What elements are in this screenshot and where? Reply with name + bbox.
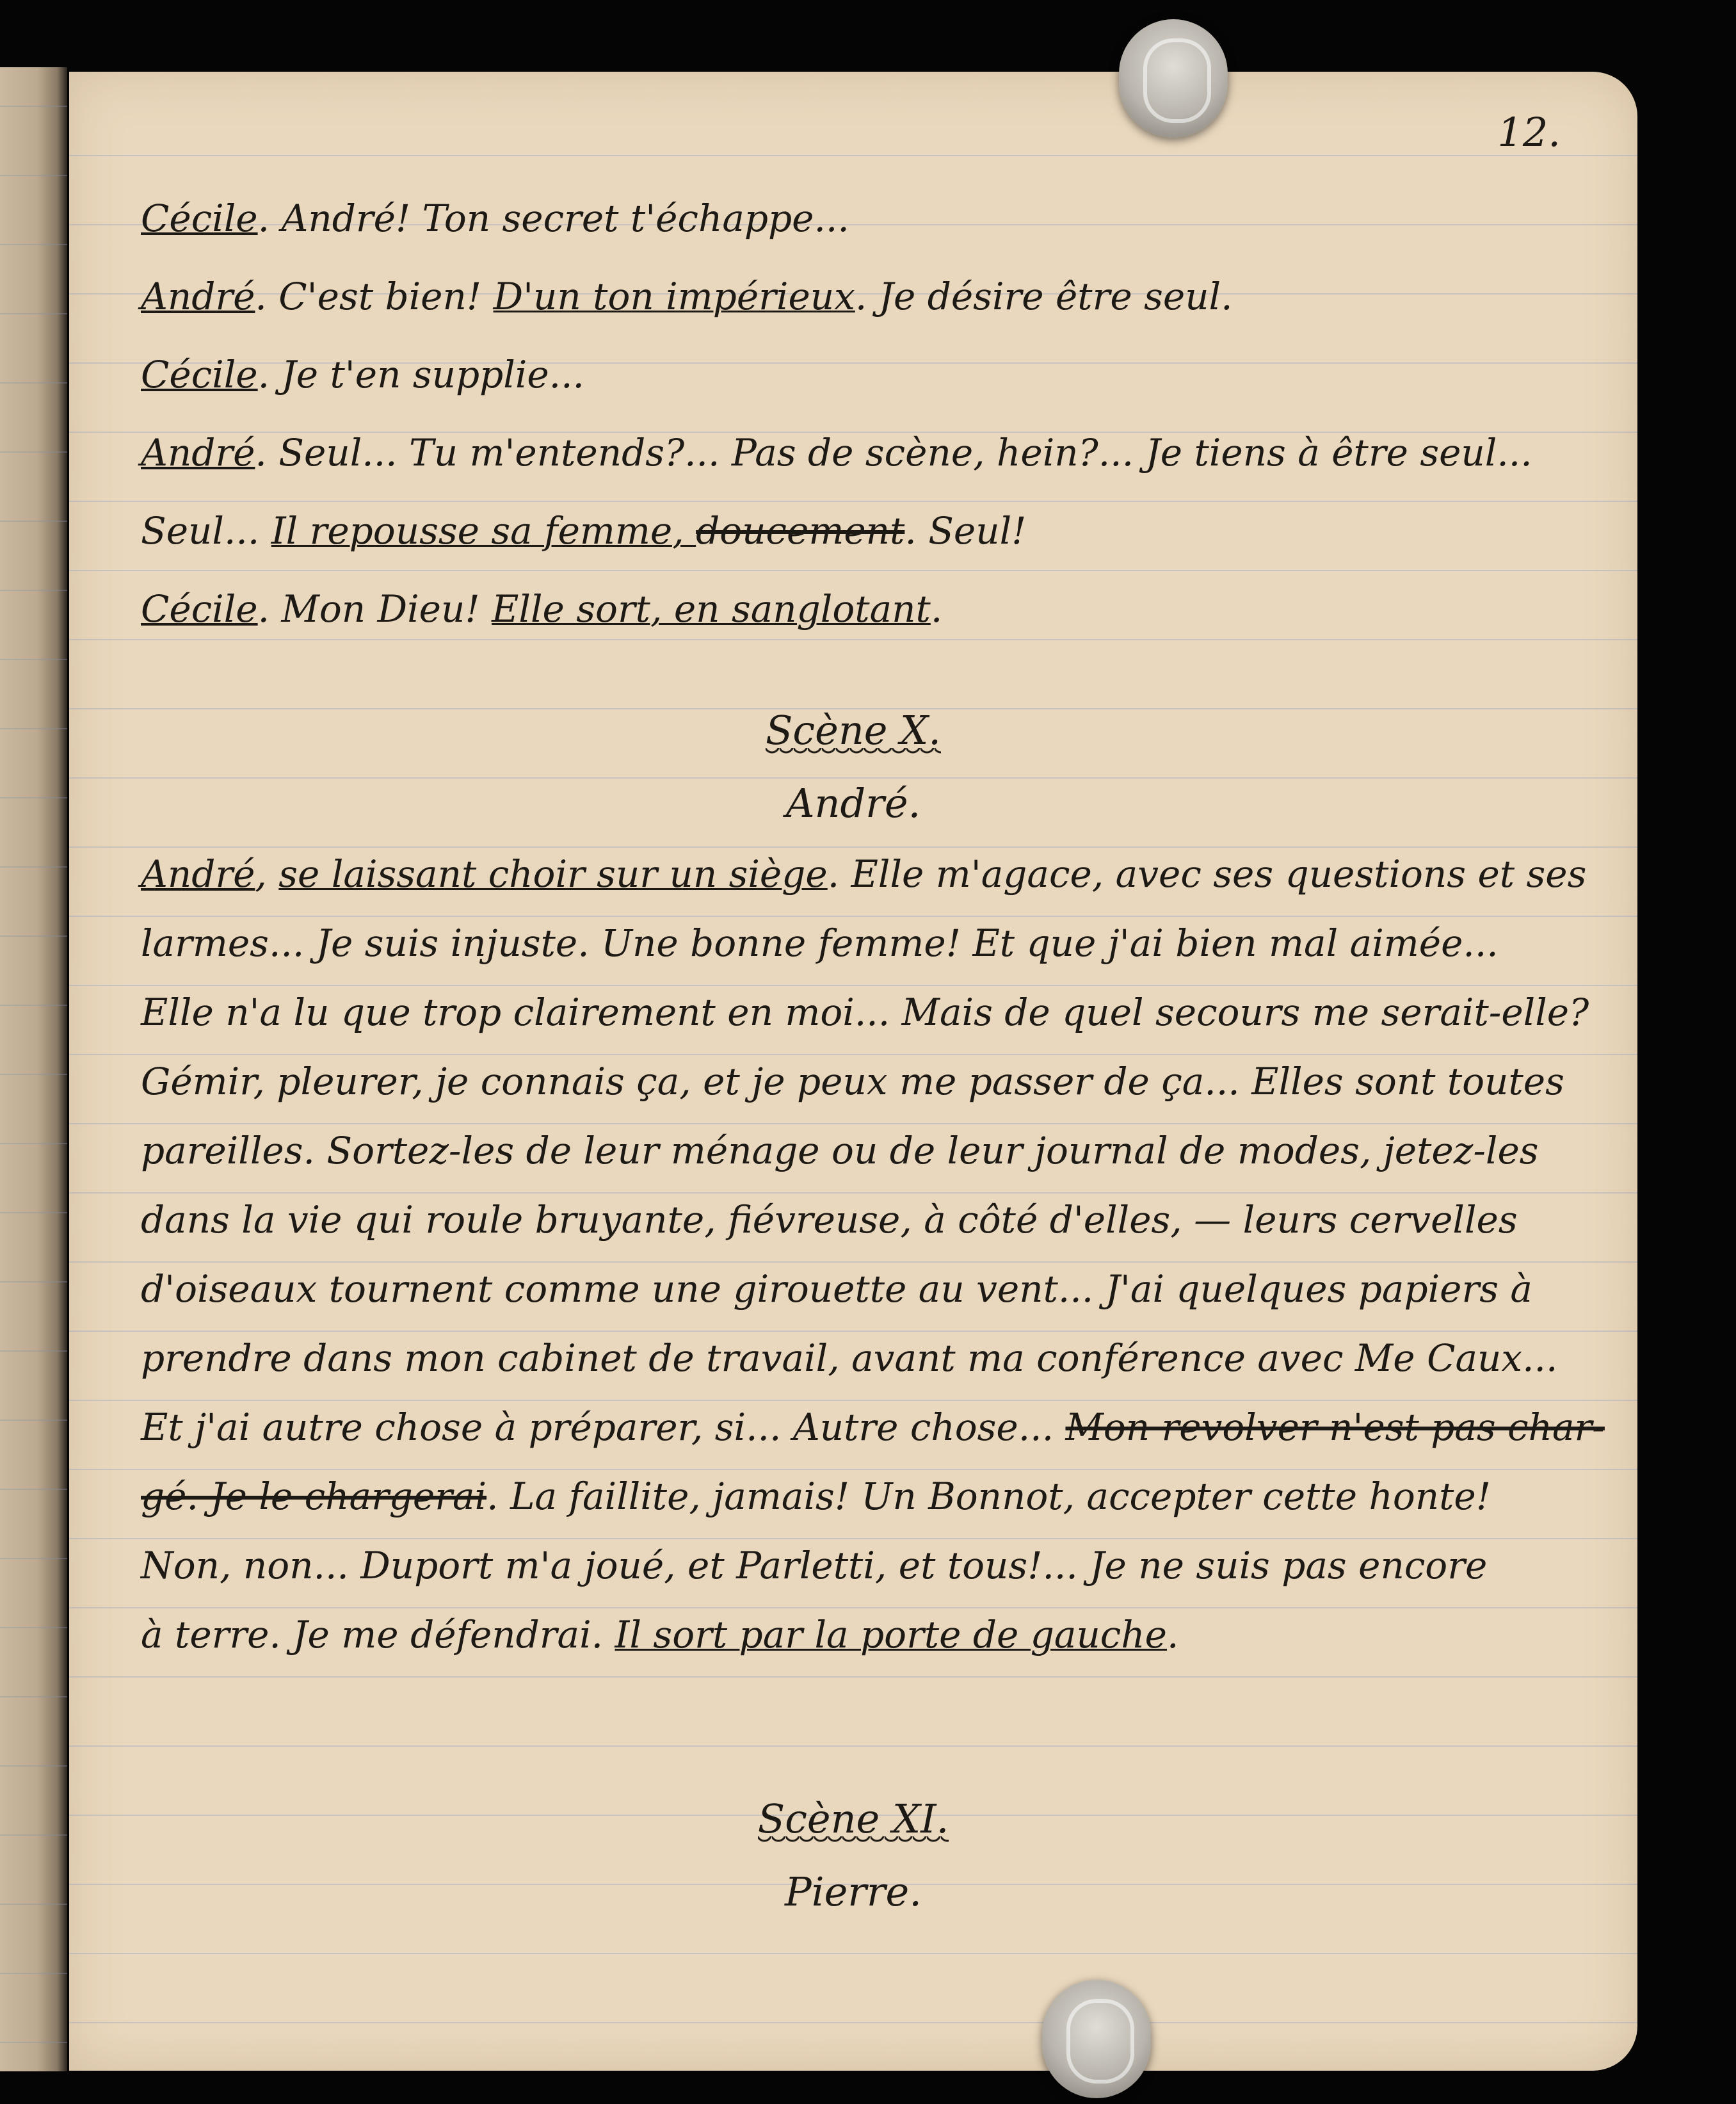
scene-xi-title: Scène XI. xyxy=(758,1799,949,1845)
previous-page-ruling xyxy=(0,244,67,245)
speech-text: Seul... Tu m'entends?... Pas de scène, hein?... Je tiens à être seul... xyxy=(278,431,1532,474)
ruling-line xyxy=(69,1261,1637,1263)
monologue-line xyxy=(141,921,1613,965)
previous-page-ruling xyxy=(0,382,67,384)
scene-x-character: André. xyxy=(785,780,921,827)
previous-page-ruling xyxy=(0,1350,67,1352)
struck-text: Mon revolver n'est pas char- xyxy=(1065,1405,1605,1449)
speaker-separator: . xyxy=(257,353,282,396)
previous-page-ruling xyxy=(0,728,67,729)
speech-text: Je t'en supplie... xyxy=(281,353,584,396)
speech-text: Mon Dieu! xyxy=(281,587,492,631)
previous-page-ruling xyxy=(0,1834,67,1836)
speech-text: . Elle m'agace, avec ses questions et ses xyxy=(827,852,1587,896)
previous-page-ruling xyxy=(0,1005,67,1006)
stage-direction: Elle sort, en sanglotant xyxy=(492,587,931,631)
ruling-line xyxy=(69,1953,1637,1954)
previous-page-ruling xyxy=(0,1558,67,1559)
speech-text: dans la vie qui roule bruyante, fiévreuse, à côté d'elles, — leurs cervelles xyxy=(141,1198,1518,1242)
monologue-line xyxy=(141,991,1613,1034)
monologue-line xyxy=(141,1613,1613,1656)
scene-xi-character: Pierre. xyxy=(785,1868,922,1915)
page-number: 12. xyxy=(1497,109,1561,156)
dialogue-line xyxy=(141,587,1613,631)
speech-text: à terre. Je me défendrai. xyxy=(141,1613,615,1656)
speech-text: Et j'ai autre chose à préparer, si... Autre chose... xyxy=(141,1405,1066,1449)
monologue-line xyxy=(141,1544,1613,1587)
previous-page-ruling xyxy=(0,935,67,937)
dialogue-line xyxy=(141,197,1613,240)
speaker-name: André xyxy=(141,431,255,474)
ruling-line xyxy=(69,501,1637,502)
previous-page-ruling xyxy=(0,1627,67,1628)
speech-text: André! Ton secret t'échappe... xyxy=(281,197,849,240)
speech-text: . Je désire être seul. xyxy=(855,275,1233,318)
previous-page-ruling xyxy=(0,313,67,314)
ruling-line xyxy=(69,155,1637,156)
ruling-line xyxy=(69,1676,1637,1678)
previous-page-ruling xyxy=(0,866,67,868)
ruling-line xyxy=(69,777,1637,779)
ruling-line xyxy=(69,985,1637,986)
speaker-name: Cécile xyxy=(141,353,258,396)
stage-direction: D'un ton impérieux xyxy=(493,275,855,318)
previous-page-ruling xyxy=(0,521,67,522)
binder-clip-top xyxy=(1119,19,1228,138)
speech-text: Seul... xyxy=(141,509,271,553)
speech-text: . xyxy=(1166,1613,1179,1656)
monologue-line xyxy=(141,852,1613,896)
previous-page-ruling xyxy=(0,1212,67,1213)
struck-text: gé. Je le chargerai xyxy=(141,1475,487,1518)
ruling-line xyxy=(69,2022,1637,2023)
previous-page-ruling xyxy=(0,1143,67,1144)
speech-text: Gémir, pleurer, je connais ça, et je peux me passer de ça... Elles sont toutes xyxy=(141,1060,1564,1103)
previous-page-ruling xyxy=(0,1765,67,1767)
previous-page-ruling xyxy=(0,175,67,176)
struck-text: doucement xyxy=(696,509,905,553)
speech-text: . xyxy=(930,587,943,631)
ruling-line xyxy=(69,1400,1637,1401)
speaker-separator: . xyxy=(255,431,279,474)
previous-page-ruling xyxy=(0,590,67,591)
previous-page-ruling xyxy=(0,1904,67,1905)
ruling-line xyxy=(69,1054,1637,1055)
previous-page-ruling xyxy=(0,2042,67,2043)
previous-page-ruling xyxy=(0,1420,67,1421)
dialogue-line xyxy=(141,275,1613,318)
previous-page-ruling xyxy=(0,1489,67,1490)
notebook-page xyxy=(69,72,1637,2071)
ruling-line xyxy=(69,1192,1637,1194)
speech-text: . Seul! xyxy=(904,509,1027,553)
dialogue-line xyxy=(141,431,1613,474)
speaker-separator: . xyxy=(257,587,282,631)
previous-page-ruling xyxy=(0,1281,67,1283)
ruling-line xyxy=(69,1331,1637,1332)
monologue-line xyxy=(141,1405,1613,1449)
previous-page-ruling xyxy=(0,451,67,453)
dialogue-line xyxy=(141,509,1613,553)
ruling-line xyxy=(69,570,1637,571)
stage-direction: Il sort par la porte de gauche xyxy=(615,1613,1167,1656)
speech-text: Non, non... Duport m'a joué, et Parletti, et tous!... Je ne suis pas encore xyxy=(141,1544,1488,1587)
monologue-line xyxy=(141,1475,1613,1518)
binder-clip-bottom xyxy=(1042,1980,1151,2098)
speech-text: C'est bien! xyxy=(278,275,494,318)
monologue-line xyxy=(141,1129,1613,1172)
previous-page-ruling xyxy=(0,797,67,798)
monologue-line xyxy=(141,1198,1613,1242)
previous-page-ruling xyxy=(0,659,67,660)
monologue-line xyxy=(141,1267,1613,1311)
stage-direction: Il repousse sa femme, xyxy=(271,509,696,553)
speech-text: larmes... Je suis injuste. Une bonne femme! Et que j'ai bien mal aimée... xyxy=(141,921,1499,965)
ruling-line xyxy=(69,1123,1637,1124)
speaker-separator: . xyxy=(257,197,282,240)
previous-page-ruling xyxy=(0,1973,67,1974)
scene-x-heading xyxy=(69,707,1637,757)
speech-text: d'oiseaux tournent comme une girouette au vent... J'ai quelques papiers à xyxy=(141,1267,1533,1311)
speaker-name: Cécile xyxy=(141,587,258,631)
monologue-line xyxy=(141,1336,1613,1380)
speech-text: . La faillite, jamais! Un Bonnot, accepter cette honte! xyxy=(486,1475,1491,1518)
previous-page-ruling xyxy=(0,1074,67,1075)
speech-text: pareilles. Sortez-les de leur ménage ou de leur journal de modes, jetez-les xyxy=(141,1129,1539,1172)
stage-direction: se laissant choir sur un siège xyxy=(278,852,828,896)
scene-xi-heading xyxy=(69,1795,1637,1845)
ruling-line xyxy=(69,1607,1637,1608)
speech-text: prendre dans mon cabinet de travail, avant ma conférence avec Me Caux... xyxy=(141,1336,1558,1380)
previous-page-edge xyxy=(0,67,67,2071)
ruling-line xyxy=(69,639,1637,640)
ruling-line xyxy=(69,846,1637,848)
ruling-line xyxy=(69,916,1637,917)
speaker-name: Cécile xyxy=(141,197,258,240)
previous-page-ruling xyxy=(0,106,67,107)
speech-text: Elle n'a lu que trop clairement en moi... Mais de quel secours me serait-elle? xyxy=(141,991,1589,1034)
dialogue-line xyxy=(141,353,1613,396)
ruling-line xyxy=(69,1538,1637,1539)
speaker-separator: . xyxy=(255,275,279,318)
monologue-line xyxy=(141,1060,1613,1103)
ruling-line xyxy=(69,1469,1637,1470)
speech-text: , xyxy=(255,852,279,896)
speaker-name: André xyxy=(141,275,255,318)
ruling-line xyxy=(69,1745,1637,1747)
speaker-name: André xyxy=(141,852,255,896)
scene-x-title: Scène X. xyxy=(766,711,941,757)
previous-page-ruling xyxy=(0,1696,67,1697)
